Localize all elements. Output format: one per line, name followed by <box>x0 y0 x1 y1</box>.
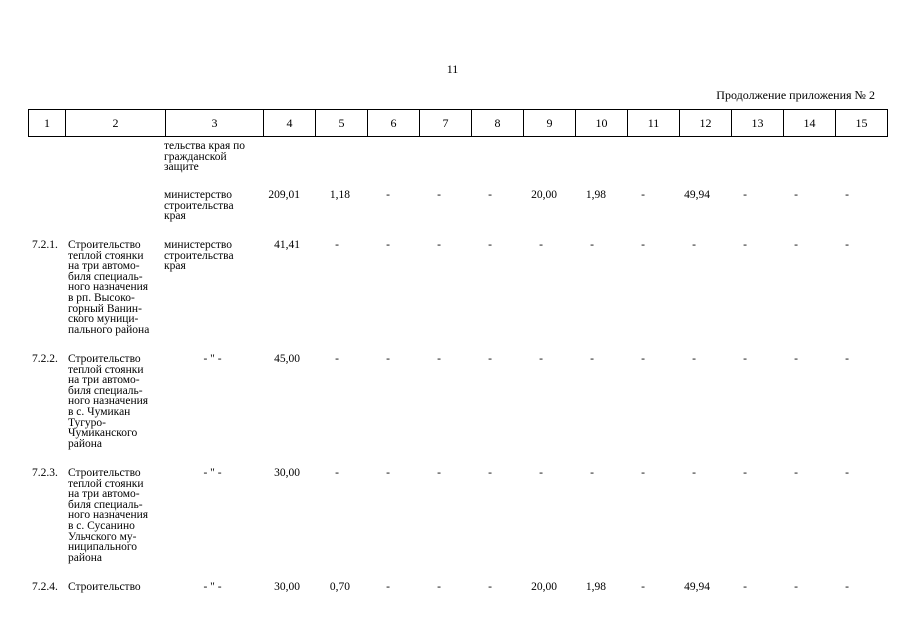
column-header-table <box>28 109 888 137</box>
value-cell: - <box>845 353 849 365</box>
item-number: 7.2.3. <box>32 467 58 479</box>
value-cell: 1,18 <box>329 189 350 201</box>
item-name-line: ного назначения <box>68 395 149 408</box>
value-cell: - <box>386 239 390 251</box>
item-name-line: горный Ванин- <box>68 302 142 315</box>
value-cell: - <box>743 581 747 593</box>
executor-line: тельства края по <box>164 140 246 152</box>
column-header: 9 <box>524 110 576 137</box>
executor <box>164 190 234 222</box>
value-cell: - <box>845 239 849 251</box>
item-name-line: Чумиканского <box>68 427 138 440</box>
value-cell: - <box>845 189 849 201</box>
column-header: 15 <box>836 110 888 137</box>
value-cell: - <box>590 239 594 251</box>
value-cell: - <box>437 239 441 251</box>
value-cell: - <box>590 353 594 365</box>
value-cell: - <box>539 467 543 479</box>
item-name-line: теплой стоянки <box>68 363 144 376</box>
value-cell: - <box>692 239 696 251</box>
value-cell: - <box>641 239 645 251</box>
value-cell: - <box>641 581 645 593</box>
value-cell: - <box>641 467 645 479</box>
item-name-line: биля специаль- <box>68 384 143 397</box>
value-cell: 20,00 <box>531 189 557 201</box>
column-header: 13 <box>732 110 784 137</box>
value-cell: 20,00 <box>531 581 557 593</box>
item-name-line: района <box>68 551 103 564</box>
executor-line: - " - <box>203 581 222 593</box>
item-name-line: в с. Чумикан <box>68 405 131 418</box>
value-cell: - <box>386 353 390 365</box>
item-name-line: Строительство <box>68 467 141 479</box>
item-name-line: на три автомо- <box>68 260 140 273</box>
value-cell: - <box>743 189 747 201</box>
value-cell: 49,94 <box>684 189 710 201</box>
column-header: 5 <box>316 110 368 137</box>
item-number: 7.2.1. <box>32 239 58 251</box>
item-name-line: Ульчского му- <box>68 530 137 543</box>
value-cell: - <box>488 353 492 365</box>
item-name-line: теплой стоянки <box>68 477 144 490</box>
value-cell: - <box>590 467 594 479</box>
executor <box>164 240 234 272</box>
item-name-line: ниципального <box>68 541 138 554</box>
executor-line: строительства <box>164 199 234 212</box>
value-cell: - <box>641 189 645 201</box>
item-name-line: на три автомо- <box>68 488 140 501</box>
column-header: 1 <box>29 110 66 137</box>
value-cell: 1,98 <box>585 189 606 201</box>
value-cell: - <box>794 189 798 201</box>
value-cell: - <box>794 581 798 593</box>
item-name <box>68 582 141 593</box>
executor-line: - " - <box>203 467 222 479</box>
column-header: 3 <box>166 110 264 137</box>
value-cell: - <box>488 467 492 479</box>
value-cell: - <box>335 467 339 479</box>
item-name-line: ного назначения <box>68 281 149 294</box>
value-cell: - <box>743 467 747 479</box>
value-cell: 45,00 <box>274 353 300 365</box>
value-cell: 30,00 <box>274 581 300 593</box>
item-name-line: на три автомо- <box>68 374 140 387</box>
value-cell: 0,70 <box>329 581 350 593</box>
value-cell: - <box>437 467 441 479</box>
executor-line: - " - <box>203 353 222 365</box>
executor-line: края <box>164 210 186 223</box>
value-cell: - <box>794 239 798 251</box>
value-cell: - <box>437 189 441 201</box>
item-name-line: Строительство <box>68 239 141 251</box>
item-name-line: теплой стоянки <box>68 249 144 262</box>
column-header-row <box>29 110 888 137</box>
value-cell: - <box>488 189 492 201</box>
item-name-line: ского муници- <box>68 313 139 326</box>
item-name-line: в рп. Высоко- <box>68 291 135 304</box>
value-cell: - <box>386 467 390 479</box>
item-name-line: Тугуро- <box>68 416 106 429</box>
value-cell: - <box>845 467 849 479</box>
item-name-line: района <box>68 437 103 450</box>
executor-line: министерство <box>164 189 232 201</box>
executor-line: защите <box>164 161 199 174</box>
item-name-line: в с. Сусанино <box>68 519 135 532</box>
value-cell: - <box>845 581 849 593</box>
value-cell: - <box>386 189 390 201</box>
executor-line: строительства <box>164 249 234 262</box>
item-name <box>68 354 148 449</box>
page-number: 11 <box>446 62 459 76</box>
value-cell: - <box>539 353 543 365</box>
column-header: 14 <box>784 110 836 137</box>
column-header: 4 <box>264 110 316 137</box>
value-cell: - <box>743 353 747 365</box>
value-cell: - <box>488 239 492 251</box>
column-header: 8 <box>472 110 524 137</box>
item-name-line: ного назначения <box>68 509 149 522</box>
column-header: 7 <box>420 110 472 137</box>
column-header: 6 <box>368 110 420 137</box>
value-cell: - <box>335 239 339 251</box>
executor-line: гражданской <box>164 150 227 163</box>
item-name <box>68 468 148 563</box>
executor-line: края <box>164 260 186 273</box>
column-header: 11 <box>628 110 680 137</box>
value-cell: 209,01 <box>268 189 300 201</box>
value-cell: - <box>335 353 339 365</box>
item-name-line: Строительство <box>68 353 141 365</box>
item-name-line: биля специаль- <box>68 498 143 511</box>
item-name-line: пального района <box>68 323 150 336</box>
value-cell: - <box>437 353 441 365</box>
value-cell: 49,94 <box>684 581 710 593</box>
value-cell: - <box>794 467 798 479</box>
executor-line: министерство <box>164 239 232 251</box>
appendix-continuation-label: Продолжение приложения № 2 <box>716 88 875 102</box>
value-cell: - <box>692 467 696 479</box>
item-number: 7.2.4. <box>32 581 58 593</box>
column-header: 12 <box>680 110 732 137</box>
value-cell: - <box>743 239 747 251</box>
value-cell: - <box>437 581 441 593</box>
value-cell: - <box>539 239 543 251</box>
executor <box>164 141 245 173</box>
column-header: 10 <box>576 110 628 137</box>
value-cell: - <box>794 353 798 365</box>
value-cell: 30,00 <box>274 467 300 479</box>
item-name-line: Строительство <box>68 581 141 593</box>
value-cell: 41,41 <box>274 239 300 251</box>
value-cell: - <box>488 581 492 593</box>
value-cell: 1,98 <box>585 581 606 593</box>
item-name <box>68 240 149 335</box>
item-name-line: биля специаль- <box>68 270 143 283</box>
item-number: 7.2.2. <box>32 353 58 365</box>
column-header: 2 <box>66 110 166 137</box>
value-cell: - <box>692 353 696 365</box>
value-cell: - <box>641 353 645 365</box>
value-cell: - <box>386 581 390 593</box>
